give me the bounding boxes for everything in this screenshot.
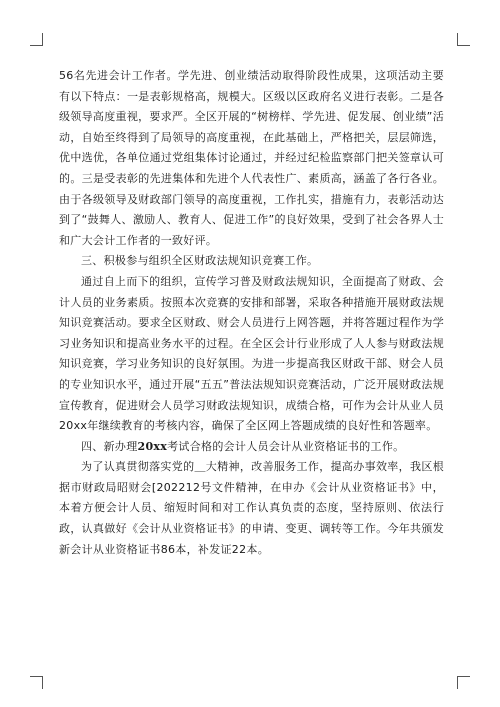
section-heading-3: 三、积极参与组织全区财政法规知识竞赛工作。 — [81, 254, 319, 268]
heading-4-suffix: 考试合格的会计人员会计从业资格证书的工作。 — [167, 439, 405, 453]
heading-4-prefix: 四、新办理 — [81, 439, 138, 453]
heading-4-year: 20xx — [137, 439, 168, 453]
paragraph-achievements: 56名先进会计工作者。学先进、创业绩活动取得阶段性成果，这项活动主要有以下特点：一是表彰规格高，规模大。区级以区政府名义进行表彰。二是各级领导高度重视，要求严。全区开展的“树榜样、学先进、促发展、创业绩”活动，自始至终得到了局领导的高度重视，在此基础上，严格把关，层层筛选，优中选优，各单位通过党组集体讨论通过，并经过纪检监察部门把关签章认可的。三是受表彰的先进集体和先进个人代表性广、素质高，涵盖了各行各业。由于各级领导及财政部门领导的高度重视，工作扎实，措施有力，表彰活动达到了“鼓舞人、激励人、教育人、促进工作”的良好效果，受到了社会各界人士和广大会计工作者的一致好评。 — [59, 69, 444, 247]
document-body — [59, 66, 444, 560]
crop-mark-top-right — [457, 33, 470, 46]
paragraph-certificates: 为了认真贯彻落实党的＿大精神，改善服务工作，提高办事效率，我区根据市财政局昭财会[202212号文件精神，在申办《会计从业资格证书》中，本着方便会计人员、缩短时间和对工作认真负责的态度，坚持原则、依法行政，认真做好《会计从业资格证书》的申请、变更、调转等工作。今年共颁发新会计从业资格证书86本，补发证22本。 — [59, 460, 444, 556]
crop-mark-top-left — [30, 33, 43, 46]
paragraph-competition: 通过自上而下的组织，宣传学习普及财政法规知识，全面提高了财政、会计人员的业务素质。按照本次竞赛的安排和部署，采取各种措施开展财政法规知识竞赛活动。要求全区财政、财会人员进行上网答题，并将答题过程作为学习业务知识和提高业务水平的过程。在全区会计行业形成了人人参与财政法规知识竞赛，学习业务知识的良好氛围。为进一步提高我区财政干部、财会人员的专业知识水平，通过开展“五五”普法法规知识竞赛活动，广泛开展财政法规宣传教育，促进财会人员学习财政法规知识，成绩合格，可作为会计从业人员20xx年继续教育的考核内容，确保了全区网上答题成绩的良好性和答题率。 — [59, 274, 444, 433]
crop-mark-bottom-left — [30, 676, 43, 689]
crop-mark-bottom-right — [457, 676, 470, 689]
section-heading-4 — [59, 437, 444, 458]
